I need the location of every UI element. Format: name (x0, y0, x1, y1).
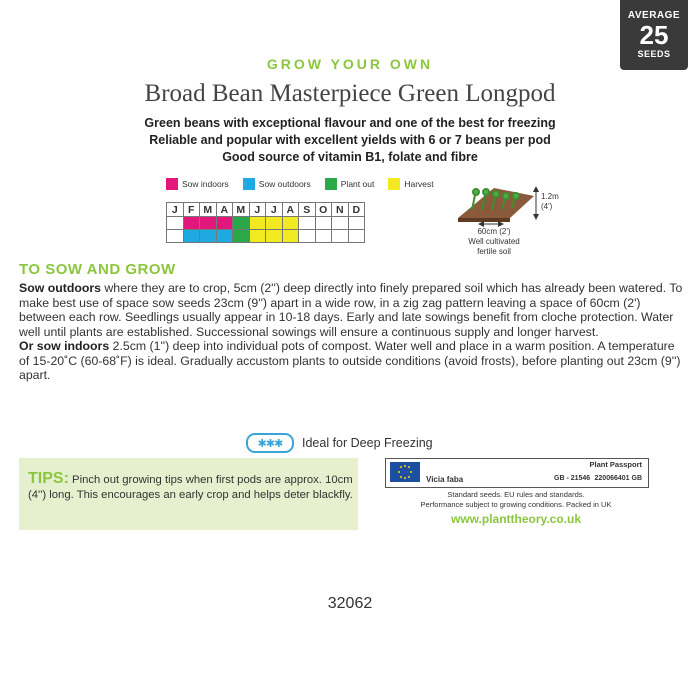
calendar-month: D (348, 203, 365, 217)
soil-note: Well cultivated (468, 237, 520, 246)
legend-label: Harvest (404, 179, 434, 189)
freezing-note (246, 433, 433, 453)
calendar-month: S (299, 203, 316, 217)
legend-sow-outdoors (243, 178, 311, 190)
legend-label: Sow outdoors (258, 179, 311, 189)
calendar-cell-empty (315, 230, 332, 243)
calendar-legend (166, 178, 438, 190)
legend-harvest (388, 178, 433, 190)
calendar-month: F (183, 203, 200, 217)
plant-species: Vicia faba (426, 475, 464, 484)
calendar-cell-sow-outdoors (183, 230, 200, 243)
calendar-cell-empty (299, 230, 316, 243)
calendar-cell-harvest (266, 230, 283, 243)
soil-note: fertile soil (477, 247, 511, 256)
calendar-cell-sow-indoors (183, 217, 200, 230)
eu-flag-icon (390, 462, 420, 482)
calendar-month: J (167, 203, 184, 217)
freezing-label: Ideal for Deep Freezing (302, 436, 433, 450)
calendar-cell-harvest (282, 217, 299, 230)
calendar-month: O (315, 203, 332, 217)
legend-sow-indoors (166, 178, 229, 190)
legend-plant-out (325, 178, 375, 190)
product-title: Broad Bean Masterpiece Green Longpod (144, 80, 556, 107)
sow-outdoors-lead: Sow outdoors (19, 281, 101, 295)
sow-indoors-text: 2.5cm (1'') deep into individual pots of compost. Water well and place in a warm position. A temperature of 15-20˚C (60-68˚F) is ideal. Gradually accustom plants to outside conditions (avoid frosts), before planting out 23cm (9'') apart. (19, 339, 681, 382)
product-code: 32062 (327, 595, 373, 612)
calendar-cell-empty (167, 230, 184, 243)
calendar-month: A (282, 203, 299, 217)
website-link[interactable]: www.planttheory.co.uk (450, 512, 581, 526)
tips-label: TIPS: (28, 470, 69, 487)
calendar-month: J (249, 203, 266, 217)
legend-swatch (325, 178, 337, 190)
calendar-month: M (200, 203, 217, 217)
calendar-cell-sow-outdoors (200, 230, 217, 243)
highlight-line: Good source of vitamin B1, folate and fibre (222, 150, 478, 164)
spacing-value: 60cm (2') (477, 227, 511, 236)
calendar-cell-harvest (282, 230, 299, 243)
calendar-cell-plant-out (233, 230, 250, 243)
calendar-cell-empty (332, 217, 349, 230)
badge-label-average: AVERAGE (627, 10, 681, 21)
legend-swatch (388, 178, 400, 190)
standards-notes (385, 490, 647, 510)
tips-body: Pinch out growing tips when first pods are approx. 10cm (4'') long. This encourages an early crop and helps deter blackfly. (28, 474, 353, 501)
calendar-cell-empty (348, 230, 365, 243)
product-highlights (0, 115, 700, 166)
highlight-line: Green beans with exceptional flavour and one of the best for freezing (144, 116, 556, 130)
note-line: Performance subject to growing conditions. Packed in UK (420, 500, 612, 509)
legend-label: Plant out (340, 179, 375, 189)
legend-swatch (243, 178, 255, 190)
calendar-cell-empty (315, 217, 332, 230)
grow-your-own-heading: GROW YOUR OWN (266, 56, 434, 72)
legend-label: Sow indoors (182, 179, 229, 189)
growing-instructions (19, 281, 685, 383)
highlight-line: Reliable and popular with excellent yields with 6 or 7 beans per pod (149, 133, 551, 147)
calendar-cell-empty (332, 230, 349, 243)
calendar-cell-harvest (266, 217, 283, 230)
calendar-cell-sow-indoors (200, 217, 217, 230)
calendar-cell-sow-indoors (216, 217, 233, 230)
sow-indoors-lead: Or sow indoors (19, 339, 110, 353)
tips-box (19, 458, 358, 530)
sow-and-grow-heading: TO SOW AND GROW (19, 261, 176, 278)
snowflake-icon: ✱✱✱ (246, 433, 294, 453)
plant-passport-title: Plant Passport (589, 460, 642, 469)
passport-code: 220066401 GB (594, 475, 642, 482)
calendar-month: N (332, 203, 349, 217)
sowing-calendar (166, 202, 365, 243)
calendar-month: J (266, 203, 283, 217)
spacing-caption (454, 227, 534, 257)
legend-swatch (166, 178, 178, 190)
calendar-cell-harvest (249, 230, 266, 243)
calendar-cell-harvest (249, 217, 266, 230)
calendar-cell-empty (167, 217, 184, 230)
calendar-cell-empty (299, 217, 316, 230)
badge-label-seeds: SEEDS (637, 49, 671, 59)
calendar-month: A (216, 203, 233, 217)
calendar-cell-plant-out (233, 217, 250, 230)
plant-passport (385, 458, 649, 488)
sow-outdoors-text: where they are to crop, 5cm (2'') deep directly into finely prepared soil which has already been watered. To make best use of space sow seeds 23cm (9'') apart in a wide row, in a zig zag pattern leaving a space of 60cm (2') between each row. Seedlings usually appear in 10-18 days. Early and late sowings benefit from cloche protection. Water well until plants are established. Successional sowings will ensure a continuous supply and longer harvest. (19, 281, 683, 339)
height-label (541, 192, 559, 212)
height-value-ft: (4') (541, 202, 553, 211)
note-line: Standard seeds. EU rules and standards. (447, 490, 585, 499)
calendar-cell-empty (348, 217, 365, 230)
sow-indoors-paragraph (19, 339, 685, 383)
registration-number: GB - 21546 (554, 475, 591, 482)
calendar-cell-sow-outdoors (216, 230, 233, 243)
sow-outdoors-paragraph (19, 281, 685, 339)
badge-seed-count: 25 (639, 20, 669, 50)
calendar-month: M (233, 203, 250, 217)
tips-text (28, 471, 353, 503)
height-value: 1.2m (541, 192, 559, 201)
